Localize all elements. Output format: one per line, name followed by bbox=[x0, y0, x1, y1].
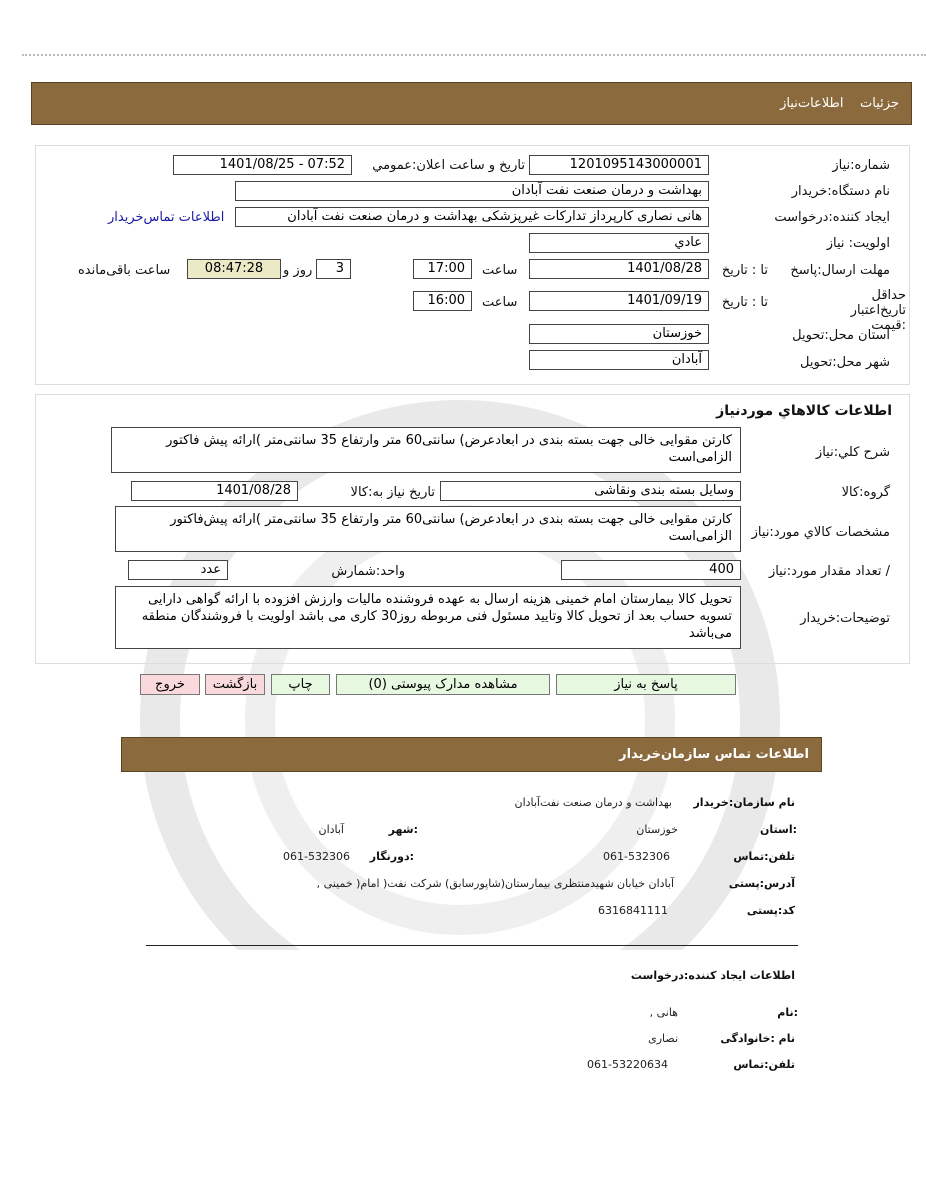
attachments-button[interactable]: مشاهده مدارک پیوستی (0) bbox=[336, 674, 550, 695]
reply-button[interactable]: پاسخ به نیاز bbox=[556, 674, 736, 695]
validity-to-date-label: تا : تاریخ bbox=[721, 295, 768, 310]
priority-label: اولویت: نیاز bbox=[826, 236, 890, 251]
contact-province-value: خوزستان bbox=[636, 823, 678, 836]
city-field: آبادان bbox=[529, 350, 709, 370]
buyer-org-label: نام دستگاه:خریدار bbox=[791, 184, 890, 199]
unit-label: واحد:شمارش bbox=[331, 564, 405, 579]
group-field: وسایل بسته بندی ونقاشی bbox=[440, 481, 741, 501]
goods-title: اطلاعات کالاهاي موردنیاز bbox=[716, 403, 892, 419]
contact-province-label: :استان bbox=[760, 823, 797, 836]
city-label: شهر محل:تحویل bbox=[800, 355, 890, 370]
time-label: ساعت bbox=[482, 263, 518, 278]
name-value: هانی , bbox=[649, 1006, 678, 1019]
remaining-time-field: 08:47:28 bbox=[187, 259, 281, 279]
family-value: نصاری bbox=[648, 1032, 678, 1045]
validity-date-field: 1401/09/19 bbox=[529, 291, 709, 311]
name-label: :نام bbox=[777, 1006, 798, 1019]
need-date-label: تاریخ نیاز به:کالا bbox=[350, 485, 435, 500]
creator-phone-label: تلفن:تماس bbox=[733, 1058, 795, 1071]
creator-info-title: اطلاعات ایجاد کننده:درخواست bbox=[630, 969, 795, 982]
announce-field: 1401/08/25 - 07:52 bbox=[173, 155, 352, 175]
province-label: استان محل:تحویل bbox=[792, 328, 890, 343]
spec-label: مشخصات کالاي مورد:نیاز bbox=[751, 525, 890, 540]
priority-field: عادي bbox=[529, 233, 709, 253]
family-label: نام :خانوادگی bbox=[720, 1032, 795, 1045]
creator-field: هانی نصاری کارپرداز تدارکات غیرپزشکی بهداشت و درمان صنعت نفت آبادان bbox=[235, 207, 709, 227]
notes-label: توضیحات:خریدار bbox=[800, 611, 890, 626]
days-label: روز و bbox=[283, 263, 313, 278]
need-number-field: 1201095143000001 bbox=[529, 155, 709, 175]
phone-label: تلفن:تماس bbox=[733, 850, 795, 863]
creator-phone-value: 061-53220634 bbox=[587, 1058, 668, 1071]
desc-field: کارتن مقوایی خالی جهت بسته بندی در ابعادعرض) سانتی60 متر وارتفاع 35 سانتی‌متر )ارائه پیش فاکتور الزامی‌است bbox=[111, 427, 741, 473]
need-number-label: شماره:نیاز bbox=[832, 158, 890, 173]
page-header bbox=[31, 82, 912, 125]
address-value: آبادان خیابان شهیدمنتظری بیمارستان(شاپورسابق) شرکت نفت( امام( خمینی , bbox=[316, 877, 674, 890]
contact-city-value: آبادان bbox=[318, 823, 344, 836]
org-value: بهداشت و درمان صنعت نفت‌آبادان bbox=[514, 796, 672, 809]
deadline-date-field: 1401/08/28 bbox=[529, 259, 709, 279]
exit-button[interactable]: خروج bbox=[140, 674, 200, 695]
contact-header: اطلاعات تماس سازمان‌خریدار bbox=[121, 737, 822, 772]
contact-city-label: :شهر bbox=[388, 823, 418, 836]
creator-label: ایجاد کننده:درخواست bbox=[774, 210, 890, 225]
need-date-field: 1401/08/28 bbox=[131, 481, 298, 501]
fax-value: 061-532306 bbox=[283, 850, 350, 863]
divider bbox=[146, 945, 798, 946]
unit-field: عدد bbox=[128, 560, 228, 580]
fax-label: :دورنگار bbox=[369, 850, 414, 863]
days-field: 3 bbox=[316, 259, 351, 279]
qty-label: / تعداد مقدار مورد:نیاز bbox=[768, 564, 890, 579]
group-label: گروه:کالا bbox=[841, 485, 890, 500]
address-label: آدرس:پستی bbox=[728, 877, 795, 890]
phone-value: 061-532306 bbox=[603, 850, 670, 863]
province-field: خوزستان bbox=[529, 324, 709, 344]
remaining-label: ساعت باقی‌مانده bbox=[78, 263, 171, 278]
announce-label: تاریخ و ساعت اعلان:عمومي bbox=[372, 158, 525, 173]
back-button[interactable]: بازگشت bbox=[205, 674, 265, 695]
deadline-label: مهلت ارسال:پاسخ bbox=[790, 263, 890, 278]
deadline-time-field: 17:00 bbox=[413, 259, 472, 279]
tab-need-info[interactable]: اطلاعات‌نیاز bbox=[780, 96, 844, 111]
validity-time-label: ساعت bbox=[482, 295, 518, 310]
spec-field: کارتن مقوایی خالی جهت بسته بندی در ابعادعرض) سانتی60 متر وارتفاع 35 سانتی‌متر )ارائه پیش‌فاکتور الزامی‌است bbox=[115, 506, 741, 552]
notes-field: تحویل کالا بیمارستان امام خمینی هزینه ارسال به عهده فروشنده مالیات وارزش افزوده با ارائه گواهی دارایی تسویه حساب بعد از تحویل کالا وتایید مسئول فنی مربوطه روز30 کاری می باشد اولویت با فروشندگان منطقه می‌باشد bbox=[115, 586, 741, 649]
postal-label: کد:پستی bbox=[746, 904, 795, 917]
postal-value: 6316841111 bbox=[598, 904, 668, 917]
divider bbox=[22, 54, 926, 56]
buyer-contact-link[interactable]: اطلاعات تماس‌خریدار bbox=[108, 210, 225, 225]
buyer-org-field: بهداشت و درمان صنعت نفت آبادان bbox=[235, 181, 709, 201]
validity-label: حداقل تاریخ‌اعتبار :قیمت bbox=[850, 288, 906, 333]
tab-details[interactable]: جزئیات bbox=[860, 96, 899, 111]
desc-label: شرح کلي:نیاز bbox=[815, 445, 890, 460]
print-button[interactable]: چاپ bbox=[271, 674, 330, 695]
validity-time-field: 16:00 bbox=[413, 291, 472, 311]
org-label: نام سازمان:خریدار bbox=[693, 796, 795, 809]
to-date-label: تا : تاریخ bbox=[721, 263, 768, 278]
qty-field: 400 bbox=[561, 560, 741, 580]
